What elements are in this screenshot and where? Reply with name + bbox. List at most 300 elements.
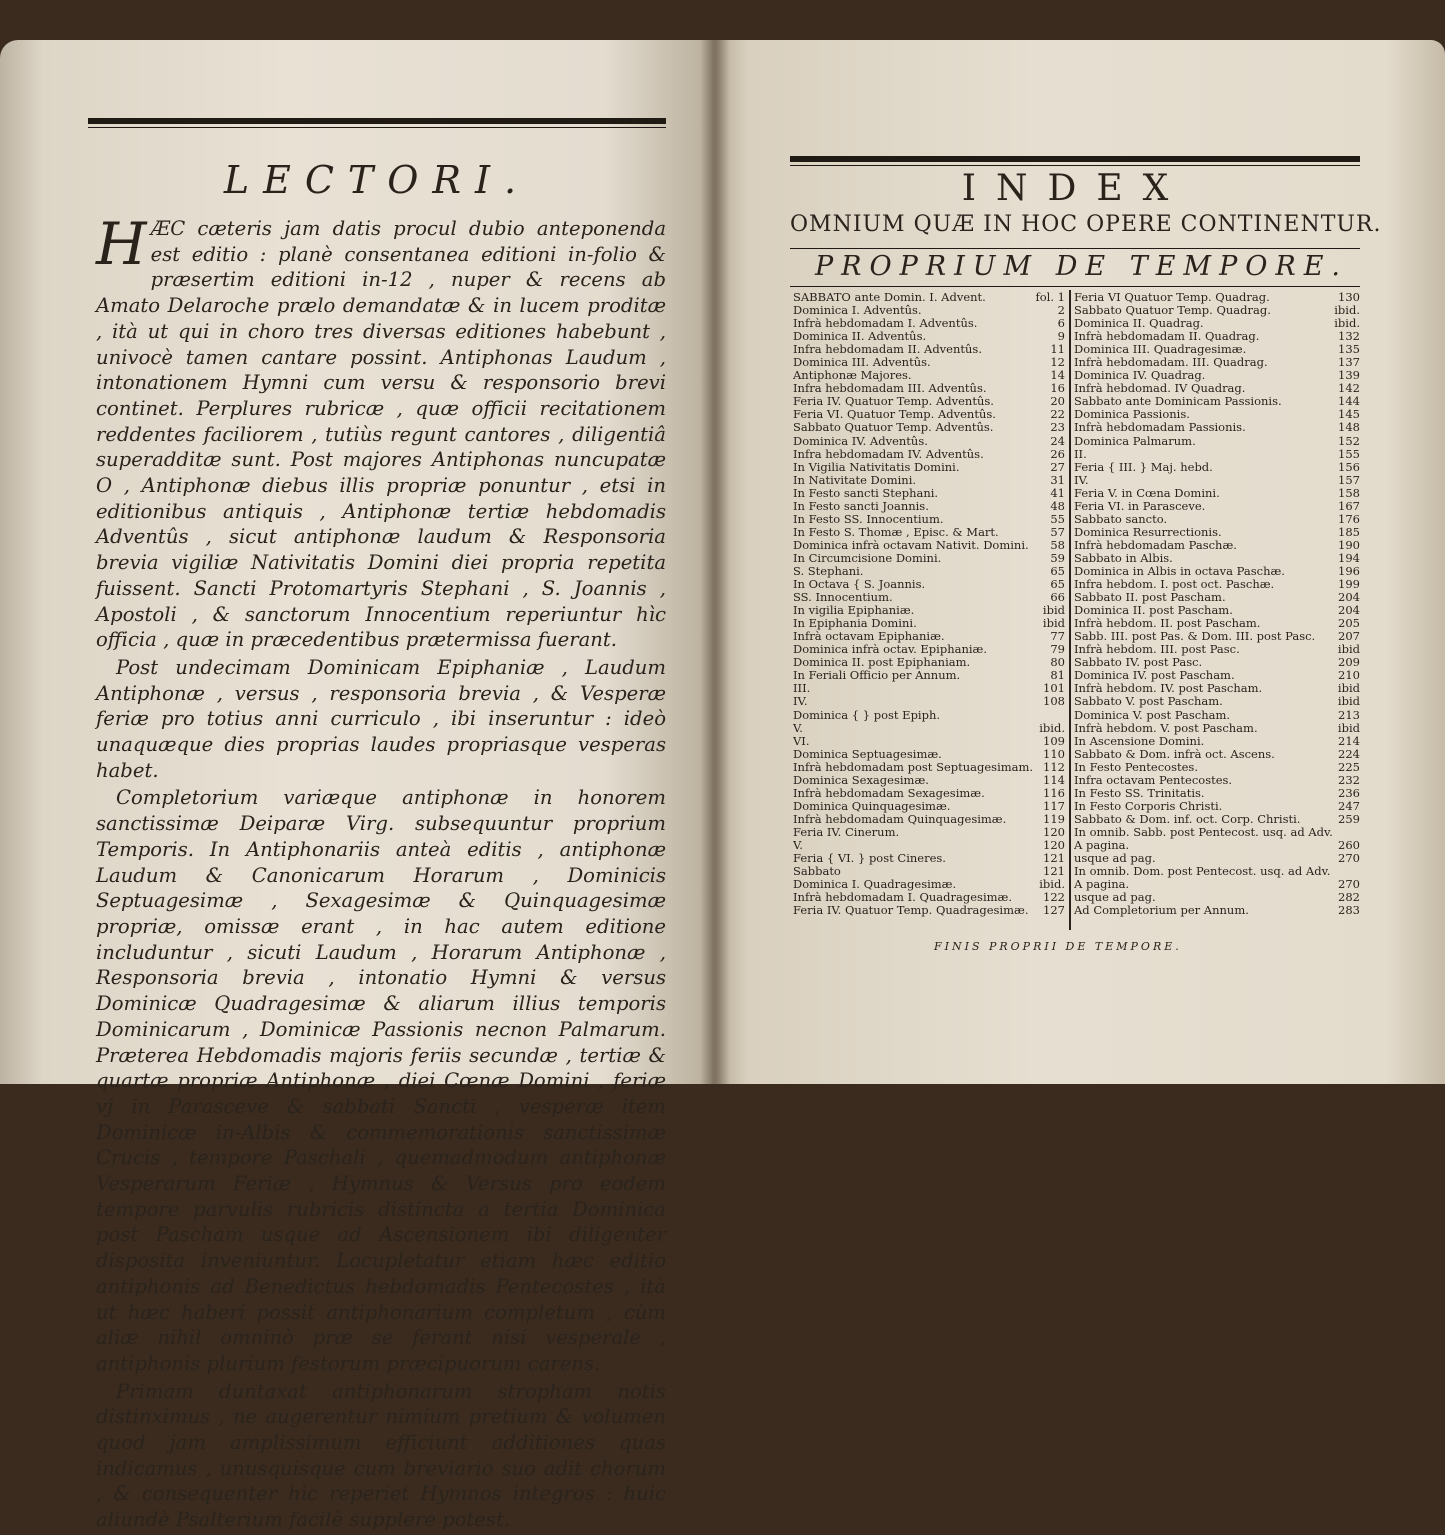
entry-page: 213 [1338,707,1360,722]
entry-page: 185 [1338,524,1360,539]
index-entry [1074,317,1360,330]
entry-title: Feria V. in Cœna Domini. [1074,486,1220,500]
header-rule-thick [88,118,666,124]
entry-title: Dominica III. Quadragesimæ. [1074,343,1247,357]
index-entry [793,578,1065,591]
index-entry [1074,722,1360,735]
entry-page: 11 [1050,342,1065,357]
index-column-left [793,291,1065,917]
entry-title: In Octava { S. Joannis. [793,578,926,592]
entry-title: Infrà hebdom. IV. post Pascham. [1074,682,1263,696]
index-entry [1074,656,1360,669]
entry-title: In Vigilia Nativitatis Domini. [793,460,960,474]
index-entry [1074,291,1360,304]
entry-page: 196 [1338,563,1360,578]
entry-title: In Festo sancti Joannis. [793,499,929,513]
entry-title: In Ascensione Domini. [1074,734,1205,748]
entry-page: 214 [1338,733,1360,748]
entry-title: IV. [1074,473,1089,487]
index-entry [1074,604,1360,617]
entry-page: ibid. [1039,720,1065,735]
index-title: INDEX [961,168,1189,209]
entry-title: Feria IV. Quatuor Temp. Adventûs. [793,395,994,409]
index-entry [793,904,1065,917]
entry-title: Dominica infrà octav. Epiphaniæ. [793,643,988,657]
index-entry [1074,787,1360,800]
section-rule-bottom [790,286,1360,287]
index-entry [793,513,1065,526]
index-entry [793,722,1065,735]
entry-page: 114 [1043,772,1065,787]
entry-title: Infrà hebdomadam post Septuagesimam. [793,760,1034,774]
entry-page: 204 [1338,603,1360,618]
entry-page: 207 [1338,629,1360,644]
index-entry [1074,852,1360,865]
index-entry [793,669,1065,682]
entry-page: 260 [1338,837,1360,852]
entry-page: 101 [1043,681,1065,696]
entry-page: 137 [1338,355,1360,370]
index-entry [793,565,1065,578]
entry-page: 194 [1338,550,1360,565]
entry-page: 156 [1338,459,1360,474]
entry-title: Sabbato & Dom. infrà oct. Ascens. [1074,747,1275,761]
paragraph: Primam duntaxat antiphonarum stropham notis distinximus , ne augerentur nimium pretium & volumen quod jam amplissimum efficiunt additiones quas indicamus , unusquisque cum breviario suo adit chorum , & consequenter hìc reperiet Hymnos integros : huic aliundè Psalterium facilè supplere potest. [96,1379,666,1532]
index-entry [793,709,1065,722]
entry-title: Dominica Sexagesimæ. [793,773,929,787]
entry-title: Dominica { } post Epiph. [793,708,941,722]
entry-page: 12 [1050,355,1065,370]
index-entry [1074,695,1360,708]
entry-title: Dominica Septuagesimæ. [793,747,942,761]
entry-page: fol. 1 [1035,290,1065,304]
header-rule-thin [88,127,666,128]
entry-title: usque ad pag. [1074,891,1156,905]
entry-page [1061,709,1065,722]
index-entry [793,800,1065,813]
entry-page: 27 [1050,459,1065,474]
index-entry [1074,630,1360,643]
entry-page: 16 [1050,381,1065,396]
entry-title: Infrà octavam Epiphaniæ. [793,630,945,644]
index-entry [793,474,1065,487]
index-entry [1074,526,1360,539]
entry-title: Infra octavam Pentecostes. [1074,773,1233,787]
index-entry [793,539,1065,552]
entry-page: 158 [1338,485,1360,500]
entry-page: 58 [1050,537,1065,552]
entry-title: Infrà hebdom. II. post Pascham. [1074,617,1261,631]
index-entry [1074,669,1360,682]
entry-page: 2 [1057,303,1065,318]
entry-page: 122 [1043,890,1065,905]
index-entry [1074,487,1360,500]
entry-page: 79 [1050,642,1065,657]
entry-title: Feria { VI. } post Cineres. [793,852,946,866]
index-entry [793,839,1065,852]
entry-title: In omnib. Dom. post Pentecost. usq. ad Adv. [1074,865,1331,879]
index-entry [1074,761,1360,774]
entry-title: Infrà hebdomad. IV Quadrag. [1074,382,1246,396]
lectori-body [96,210,666,1535]
entry-page: 20 [1050,394,1065,409]
entry-page: 110 [1043,746,1065,761]
entry-page: 41 [1050,485,1065,500]
index-entry [793,382,1065,395]
paragraph: Completorium variæque antiphonæ in honorem sanctissimæ Deiparæ Virg. subsequuntur proprium Temporis. In Antiphonariis anteà editis , antiphonæ Laudum & Canonicarum Horarum , Dominicis Septuagesimæ , Sexagesimæ & Quinquagesimæ propriæ, omissæ erant , in hac autem editione includuntur , sicuti Laudum , Horarum Antiphonæ , Responsoria brevia , intonatio Hymni & versus Dominicæ Quadragesimæ & aliarum illius temporis Dominicarum , Dominicæ Passionis necnon Palmarum. Præterea Hebdomadis majoris feriis secundæ , tertiæ & quartæ propriæ Antiphonæ , diei Cœnæ Domini , feriæ vj in Parasceve & sabbati Sancti , vesperæ item Dominicæ in-Albis & commemorationis sanctissimæ Crucis , tempore Paschali , quemadmodum antiphonæ Vesperarum Feriæ , Hymnus & Versus pro eodem tempore parvulis rubricis distincta a tertia Dominica post Pascham usque ad Ascensionem ibi diligenter disposita inveniuntur. Locupletatur etiam hæc editio antiphonis ad Benedictus hebdomadis Pentecostes , ità ut hæc haberi possit antiphonarium completum , cùm aliæ nihil omninò præ se ferant nisi vesperale , antiphonis plurium festorum præcipuorum carens. [96,786,666,1375]
index-entry [1074,395,1360,408]
index-entry [1074,448,1360,461]
entry-title: In omnib. Sabb. post Pentecost. usq. ad Adv. [1074,825,1333,839]
index-entry [793,487,1065,500]
entry-page: ibid [1042,603,1065,618]
index-entry [793,878,1065,891]
index-entry [793,461,1065,474]
entry-page: 204 [1338,590,1360,605]
entry-page: 24 [1050,433,1065,448]
entry-page: 157 [1338,472,1360,487]
entry-title: Feria IV. Quatuor Temp. Quadragesimæ. [793,904,1029,918]
entry-title: Infrà hebdomadam I. Adventûs. [793,317,978,331]
entry-page: 232 [1338,772,1360,787]
entry-page [1356,826,1360,839]
book-gutter [700,40,730,1084]
entry-title: In Festo Pentecostes. [1074,760,1198,774]
entry-page: 127 [1043,903,1065,918]
index-entry [1074,735,1360,748]
entry-title: Sabbato ante Dominicam Passionis. [1074,395,1282,409]
entry-page: 121 [1043,864,1065,879]
entry-page: 282 [1338,890,1360,905]
entry-page: 109 [1043,733,1065,748]
entry-title: Dominica Passionis. [1074,408,1190,422]
index-entry [793,304,1065,317]
index-entry [1074,565,1360,578]
entry-page: 77 [1050,629,1065,644]
entry-page: 142 [1338,381,1360,396]
entry-title: SABBATO ante Domin. I. Advent. [793,291,986,304]
entry-title: Dominica III. Adventûs. [793,356,931,370]
entry-page: 135 [1338,342,1360,357]
entry-title: In Festo SS. Trinitatis. [1074,786,1205,800]
index-entry [1074,408,1360,421]
index-entry [793,435,1065,448]
entry-page: 26 [1050,446,1065,461]
index-entry [793,761,1065,774]
entry-title: In Feriali Officio per Annum. [793,669,961,683]
index-entry [1074,552,1360,565]
entry-title: Dominica IV. Adventûs. [793,434,928,448]
index-subtitle: OMNIUM QUÆ IN HOC OPERE CONTINENTUR. [790,212,1382,237]
entry-page: 224 [1338,746,1360,761]
entry-page: 119 [1043,811,1065,826]
entry-page: 270 [1338,851,1360,866]
index-entry [793,317,1065,330]
entry-title: Sabbato Quatuor Temp. Adventûs. [793,421,994,435]
index-entry [793,643,1065,656]
entry-title: Infrà hebdomadam I. Quadragesimæ. [793,891,1012,905]
entry-page: 65 [1050,563,1065,578]
entry-page: 57 [1050,524,1065,539]
index-rule-thick [790,156,1360,162]
index-entry [793,343,1065,356]
index-entry [1074,643,1360,656]
column-divider [1069,290,1071,930]
entry-page: 210 [1338,668,1360,683]
index-entry [793,421,1065,434]
entry-title: Dominica Palmarum. [1074,434,1196,448]
index-entry [1074,578,1360,591]
entry-page: 80 [1050,655,1065,670]
paragraph: Post undecimam Dominicam Epiphaniæ , Laudum Antiphonæ , versus , responsoria brevia , & Vesperæ feriæ pro totius anni curriculo , ibi inseruntur : ideò unaquæque dies proprias laudes propriasque vesperas habet. [96,655,666,782]
entry-page: 117 [1043,798,1065,813]
entry-title: Dominica I. Adventûs. [793,304,922,318]
entry-title: Dominica Quinquagesimæ. [793,799,951,813]
entry-title: Infra hebdom. I. post oct. Paschæ. [1074,578,1275,592]
entry-title: Infrà hebdomadam Sexagesimæ. [793,786,985,800]
index-entry [793,774,1065,787]
index-entry [1074,421,1360,434]
entry-page: 31 [1050,472,1065,487]
entry-page: 167 [1338,498,1360,513]
index-entry [793,695,1065,708]
entry-title: Dominica II. Quadrag. [1074,317,1204,331]
index-entry [793,448,1065,461]
index-entry [793,656,1065,669]
entry-title: In Festo S. Thomæ , Episc. & Mart. [793,525,999,539]
entry-title: Dominica I. Quadragesimæ. [793,878,957,892]
index-entry [793,826,1065,839]
entry-page: ibid [1337,681,1360,696]
entry-page: 283 [1338,903,1360,918]
index-entry [1074,304,1360,317]
entry-title: V. [793,838,803,852]
entry-title: Infrà hebdomadam Paschæ. [1074,538,1237,552]
entry-page: 144 [1338,394,1360,409]
index-entry [1074,813,1360,826]
entry-title: Feria { III. } Maj. hebd. [1074,460,1213,474]
index-entry [793,617,1065,630]
entry-title: Infrà hebdom. III. post Pasc. [1074,643,1240,657]
entry-title: In Circumcisione Domini. [793,551,942,565]
entry-page: ibid. [1334,303,1360,318]
index-entry [1074,330,1360,343]
index-entry [1074,748,1360,761]
entry-title: Feria VI. Quatuor Temp. Adventûs. [793,408,996,422]
index-entry [1074,826,1360,839]
entry-page: 108 [1043,694,1065,709]
index-entry [1074,500,1360,513]
entry-page: 112 [1043,759,1065,774]
entry-title: usque ad pag. [1074,852,1156,866]
entry-title: In vigilia Epiphaniæ. [793,604,915,618]
entry-page: 205 [1338,616,1360,631]
index-entry [1074,617,1360,630]
index-entry [1074,800,1360,813]
entry-page: ibid [1337,694,1360,709]
entry-title: Infrà hebdomadam Quinquagesimæ. [793,812,1007,826]
index-entry [793,395,1065,408]
entry-title: VI. [793,734,810,748]
index-entry [793,604,1065,617]
entry-title: Infrà hebdom. V. post Pascham. [1074,721,1258,735]
entry-title: Sabbato V. post Pascham. [1074,695,1223,709]
entry-title: II. [1074,447,1087,461]
entry-page: 236 [1338,785,1360,800]
entry-page: 6 [1057,316,1065,331]
lectori-title: LECTORI. [223,158,531,202]
index-entry [793,682,1065,695]
entry-title: III. [793,682,811,696]
entry-page: ibid [1337,720,1360,735]
entry-page: 176 [1338,511,1360,526]
entry-page: 270 [1338,877,1360,892]
index-entry [1074,891,1360,904]
entry-page: 48 [1050,498,1065,513]
entry-title: Dominica V. post Pascham. [1074,708,1231,722]
entry-page: ibid [1042,616,1065,631]
index-entry [1074,591,1360,604]
entry-page: 120 [1043,837,1065,852]
entry-title: S. Stephani. [793,564,864,578]
index-entry [793,291,1065,304]
index-entry [1074,343,1360,356]
entry-page: 121 [1043,851,1065,866]
index-entry [1074,682,1360,695]
entry-page: 155 [1338,446,1360,461]
index-entry [793,500,1065,513]
section-rule-top [790,248,1360,249]
entry-page: 199 [1338,577,1360,592]
entry-title: In Epiphania Domini. [793,617,917,631]
entry-title: Sabbato [793,865,841,879]
entry-title: Sabbato II. post Pascham. [1074,591,1226,605]
entry-title: Dominica infrà octavam Nativit. Domini. [793,538,1029,552]
index-entry [1074,865,1360,878]
entry-title: Feria VI Quatuor Temp. Quadrag. [1074,291,1270,304]
entry-title: IV. [793,695,808,709]
index-column-right [1074,291,1360,917]
entry-title: Sabbato in Albis. [1074,551,1173,565]
index-entry [1074,878,1360,891]
entry-title: Sabbato IV. post Pasc. [1074,656,1203,670]
paragraph: HÆC cæteris jam datis procul dubio anteponenda est editio : planè consentanea editioni in-folio & præsertim editioni in-12 , nuper & recens ab Amato Delaroche prælo demandatæ & in lucem proditæ , ità ut qui in choro tres diversas editiones habebunt , univocè tamen cantare possint. Antiphonas Laudum , intonationem Hymni cum versu & responsorio brevi continet. Perplures rubricæ , quæ officii recitationem reddentes faciliorem , tutiùs regunt cantores , diligentiâ superadditæ sunt. Post majores Antiphonas nuncupatæ O , Antiphonæ diebus illis propriæ ponuntur , etsi in editionibus antiquis , Antiphonæ tertiæ hebdomadis Adventûs , sicut antiphonæ laudum & Responsoria brevia vigiliæ Nativitatis Domini diei propria repetita fuissent. Sancti Protomartyris Stephani , S. Joannis , Apostoli , & sanctorum Innocentium reperiuntur hìc officia , quæ in præcedentibus prætermissa fuerant. [96,210,666,652]
entry-title: A pagina. [1074,838,1130,852]
entry-title: Infra hebdomadam II. Adventûs. [793,343,982,357]
entry-title: In Festo Corporis Christi. [1074,799,1223,813]
entry-page: 209 [1338,655,1360,670]
entry-title: Feria IV. Cinerum. [793,825,900,839]
entry-title: Ad Completorium per Annum. [1074,904,1249,918]
index-entry [793,748,1065,761]
index-entry [793,852,1065,865]
index-entry [1074,382,1360,395]
index-entry [1074,513,1360,526]
entry-page: 148 [1338,420,1360,435]
section-title: PROPRIUM DE TEMPORE. [815,251,1349,282]
entry-page: 132 [1338,329,1360,344]
entry-title: In Nativitate Domini. [793,473,917,487]
entry-title: Dominica II. post Pascham. [1074,604,1233,618]
entry-title: A pagina. [1074,878,1130,892]
entry-title: Infrà hebdomadam II. Quadrag. [1074,330,1260,344]
entry-title: Dominica IV. post Pascham. [1074,669,1235,683]
index-entry [793,330,1065,343]
entry-title: Infra hebdomadam III. Adventûs. [793,382,987,396]
entry-title: Antiphonæ Majores. [793,369,912,383]
entry-page: 225 [1338,759,1360,774]
entry-title: Sabb. III. post Pas. & Dom. III. post Pasc. [1074,630,1316,644]
entry-title: Infrà hebdomadam Passionis. [1074,421,1246,435]
entry-page: 22 [1050,407,1065,422]
entry-page: 9 [1057,329,1065,344]
entry-title: Dominica IV. Quadrag. [1074,369,1206,383]
index-entry [793,552,1065,565]
entry-page: 81 [1050,668,1065,683]
index-entry [1074,774,1360,787]
index-entry [793,891,1065,904]
entry-page: 14 [1050,368,1065,383]
entry-page: 139 [1338,368,1360,383]
entry-title: Sabbato & Dom. inf. oct. Corp. Christi. [1074,812,1301,826]
entry-page: 259 [1338,811,1360,826]
index-entry [793,865,1065,878]
entry-title: Sabbato Quatuor Temp. Quadrag. [1074,304,1271,318]
entry-page: ibid [1337,642,1360,657]
finis-line: FINIS PROPRII DE TEMPORE. [934,940,1182,953]
index-entry [793,813,1065,826]
index-entry [793,356,1065,369]
index-entry [1074,435,1360,448]
entry-page: 55 [1050,511,1065,526]
entry-title: Infra hebdomadam IV. Adventûs. [793,447,984,461]
index-entry [793,735,1065,748]
entry-title: Dominica Resurrectionis. [1074,525,1222,539]
entry-page: 65 [1050,577,1065,592]
index-entry [1074,904,1360,917]
entry-title: SS. Innocentium. [793,591,893,605]
index-rule-thin [790,165,1360,166]
entry-title: Dominica II. Adventûs. [793,330,927,344]
entry-page: ibid. [1039,877,1065,892]
entry-page: 120 [1043,824,1065,839]
entry-page: ibid. [1334,316,1360,331]
entry-page: 59 [1050,550,1065,565]
index-entry [1074,539,1360,552]
index-entry [1074,461,1360,474]
entry-page: 66 [1050,590,1065,605]
entry-title: In Festo SS. Innocentium. [793,512,944,526]
index-entry [793,630,1065,643]
index-entry [1074,356,1360,369]
entry-title: Feria VI. in Parasceve. [1074,499,1206,513]
entry-page: 130 [1338,290,1360,304]
entry-page: 116 [1043,785,1065,800]
entry-page: 23 [1050,420,1065,435]
entry-title: Dominica II. post Epiphaniam. [793,656,971,670]
index-entry [793,591,1065,604]
entry-page: 152 [1338,433,1360,448]
index-entry [793,369,1065,382]
entry-page: 190 [1338,537,1360,552]
index-entry [793,787,1065,800]
entry-title: Infrà hebdomadam. III. Quadrag. [1074,356,1268,370]
index-entry [793,526,1065,539]
index-entry [1074,709,1360,722]
index-entry [1074,474,1360,487]
entry-title: Dominica in Albis in octava Paschæ. [1074,564,1285,578]
index-entry [1074,839,1360,852]
